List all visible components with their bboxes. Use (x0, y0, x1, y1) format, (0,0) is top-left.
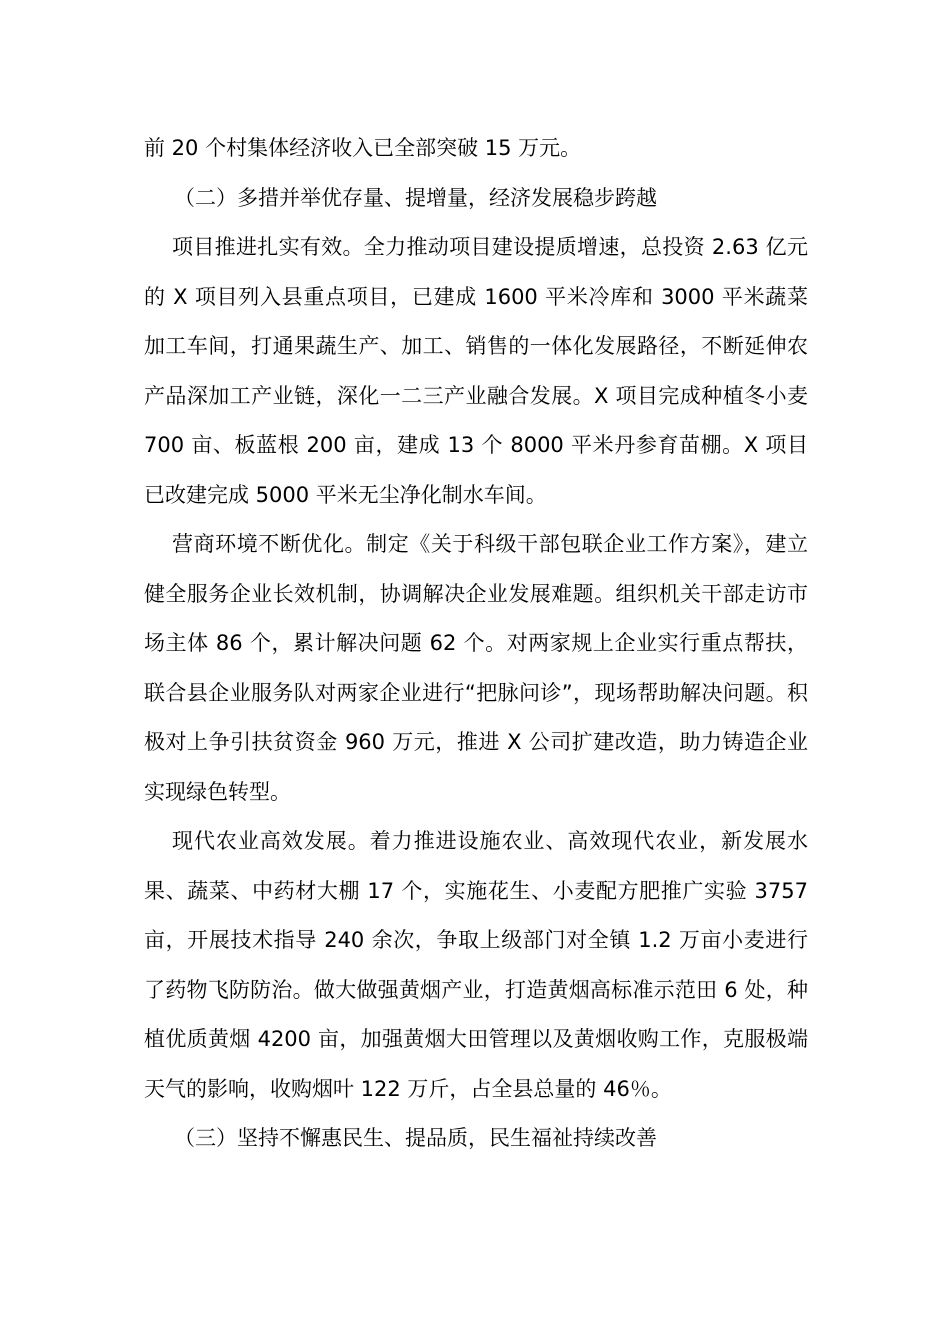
paragraph-project-progress: 项目推进扎实有效。全力推动项目建设提质增速，总投资 2.63 亿元的 X 项目列入县重点项目，已建成 1600 平米冷库和 3000 平米蔬菜加工车间，打通果蔬生产、加工、销售的一体化发展路径，不断延伸农产品深加工产业链，深化一二三产业融合发展。X 项目完成种植冬小麦 700 亩、板蓝根 200 亩，建成 13 个 8000 平米丹参育苗棚。X 项目已改建完成 5000 平米无尘净化制水车间。 (144, 235, 808, 507)
paragraph-continuation: 前 20 个村集体经济收入已全部突破 15 万元。 (144, 136, 582, 160)
paragraph-modern-agriculture: 现代农业高效发展。着力推进设施农业、高效现代农业，新发展水果、蔬菜、中药材大棚 17 个，实施花生、小麦配方肥推广实验 3757 亩，开展技术指导 240 余次，争取上级部门对全镇 1.2 万亩小麦进行了药物飞防防治。做大做强黄烟产业，打造黄烟高标准示范田 6 处，种植优质黄烟 4200 亩，加强黄烟大田管理以及黄烟收购工作，克服极端天气的影响，收购烟叶 122 万斤，占全县总量的 46％。 (144, 829, 808, 1101)
document-body (144, 124, 808, 1164)
paragraph-business-environment: 营商环境不断优化。制定《关于科级干部包联企业工作方案》，建立健全服务企业长效机制，协调解决企业发展难题。组织机关干部走访市场主体 86 个，累计解决问题 62 个。对两家规上企业实行重点帮扶，联合县企业服务队对两家企业进行“把脉问诊”，现场帮助解决问题。积极对上争引扶贫资金 960 万元，推进 X 公司扩建改造，助力铸造企业实现绿色转型。 (144, 532, 808, 804)
section-heading-three: （三）坚持不懈惠民生、提品质，民生福祉持续改善 (174, 1126, 657, 1150)
section-heading-two: （二）多措并举优存量、提增量，经济发展稳步跨越 (174, 185, 657, 210)
